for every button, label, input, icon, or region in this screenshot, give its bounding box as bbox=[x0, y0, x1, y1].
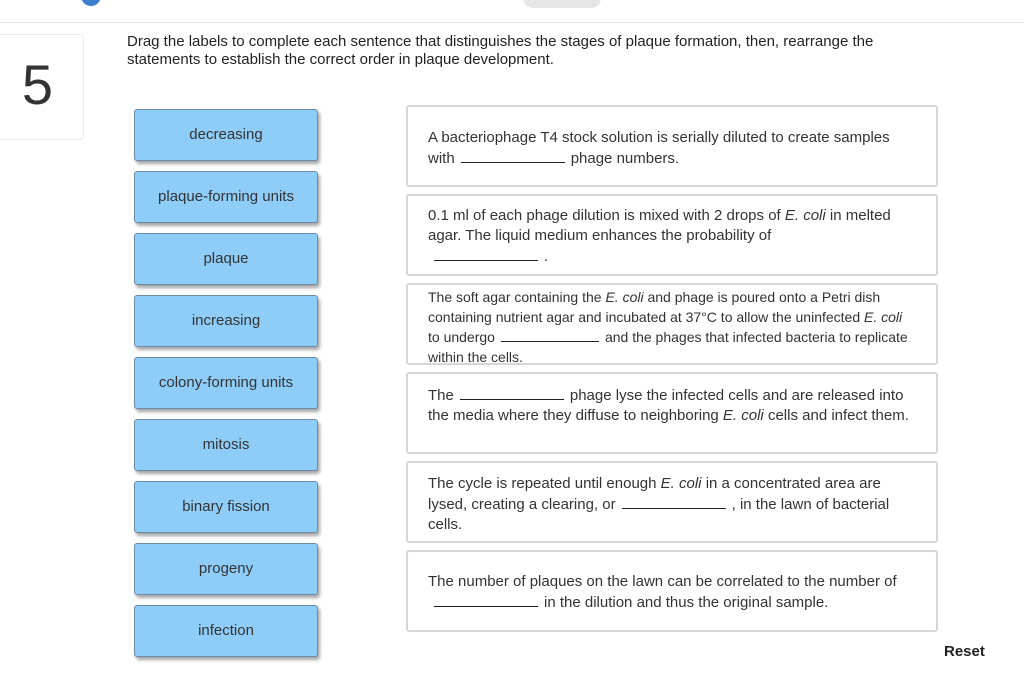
statement-text: 0.1 ml of each phage dilution is mixed with 2 drops of bbox=[428, 207, 781, 224]
statement-text: cells and infect them. bbox=[767, 407, 909, 424]
drag-label[interactable]: infection bbox=[134, 605, 318, 657]
instructions: Drag the labels to complete each sentence that distinguishes the stages of plaque formation, then, rearrange the statements to establish the correct order in plaque development. bbox=[127, 33, 874, 68]
drag-label[interactable]: binary fission bbox=[134, 481, 318, 533]
top-tab[interactable] bbox=[523, 0, 601, 8]
drop-blank[interactable] bbox=[460, 385, 564, 400]
drag-label[interactable]: progeny bbox=[134, 543, 318, 595]
statement-italic: E. coli bbox=[784, 207, 826, 224]
top-bar bbox=[0, 0, 1024, 23]
drag-label[interactable]: increasing bbox=[134, 295, 318, 347]
statement-card[interactable] bbox=[406, 194, 938, 276]
statement-italic: E. coli bbox=[722, 407, 764, 424]
statement-italic: E. coli bbox=[864, 308, 903, 325]
drag-label[interactable]: colony-forming units bbox=[134, 357, 318, 409]
statement-card[interactable] bbox=[406, 372, 938, 454]
drag-label[interactable]: plaque bbox=[134, 233, 318, 285]
statement-text: , in the lawn of bacterial cells. bbox=[428, 496, 890, 533]
statement-card[interactable] bbox=[406, 461, 938, 543]
drag-label[interactable]: decreasing bbox=[134, 109, 318, 161]
statement-card[interactable] bbox=[406, 105, 938, 187]
statement-card[interactable] bbox=[406, 550, 938, 632]
statement-text: in melted agar. The liquid medium enhances the probability of bbox=[428, 207, 891, 244]
question-number: 5 bbox=[21, 53, 54, 116]
statement-text: phage numbers. bbox=[570, 150, 680, 167]
drop-blank[interactable] bbox=[434, 246, 538, 261]
statement-text: . bbox=[544, 248, 549, 265]
statement-text: and the phages that infected bacteria to replicate within the cells. bbox=[428, 329, 908, 365]
statement-text: and phage is poured onto a Petri dish containing nutrient agar and incubated at 37°C to allow the uninfected bbox=[428, 289, 881, 325]
drag-label[interactable]: plaque-forming units bbox=[134, 171, 318, 223]
statement-text: A bacteriophage T4 stock solution is serially diluted to create samples with bbox=[428, 129, 890, 167]
statement-card[interactable] bbox=[406, 283, 938, 365]
statement-text: The cycle is repeated until enough bbox=[428, 475, 657, 492]
drag-label[interactable]: mitosis bbox=[134, 419, 318, 471]
statement-text: The bbox=[428, 387, 454, 404]
statement-italic: E. coli bbox=[660, 475, 702, 492]
statement-text: The soft agar containing the bbox=[428, 289, 602, 305]
statement-text: The number of plaques on the lawn can be correlated to the number of bbox=[428, 573, 897, 590]
drop-blank[interactable] bbox=[622, 494, 726, 509]
drop-blank[interactable] bbox=[461, 148, 565, 163]
statement-text: to undergo bbox=[428, 329, 495, 345]
drop-blank[interactable] bbox=[501, 327, 599, 342]
statement-italic: E. coli bbox=[605, 289, 644, 305]
drop-blank[interactable] bbox=[434, 592, 538, 607]
statement-text: in the dilution and thus the original sample. bbox=[544, 594, 829, 611]
reset-button[interactable]: Reset bbox=[944, 643, 985, 660]
statement-text: in a concentrated area are lysed, creating a clearing, or bbox=[428, 475, 881, 513]
statement-text: phage lyse the infected cells and are released into the media where they diffuse to neighboring bbox=[428, 387, 904, 424]
progress-dot[interactable] bbox=[81, 0, 101, 6]
